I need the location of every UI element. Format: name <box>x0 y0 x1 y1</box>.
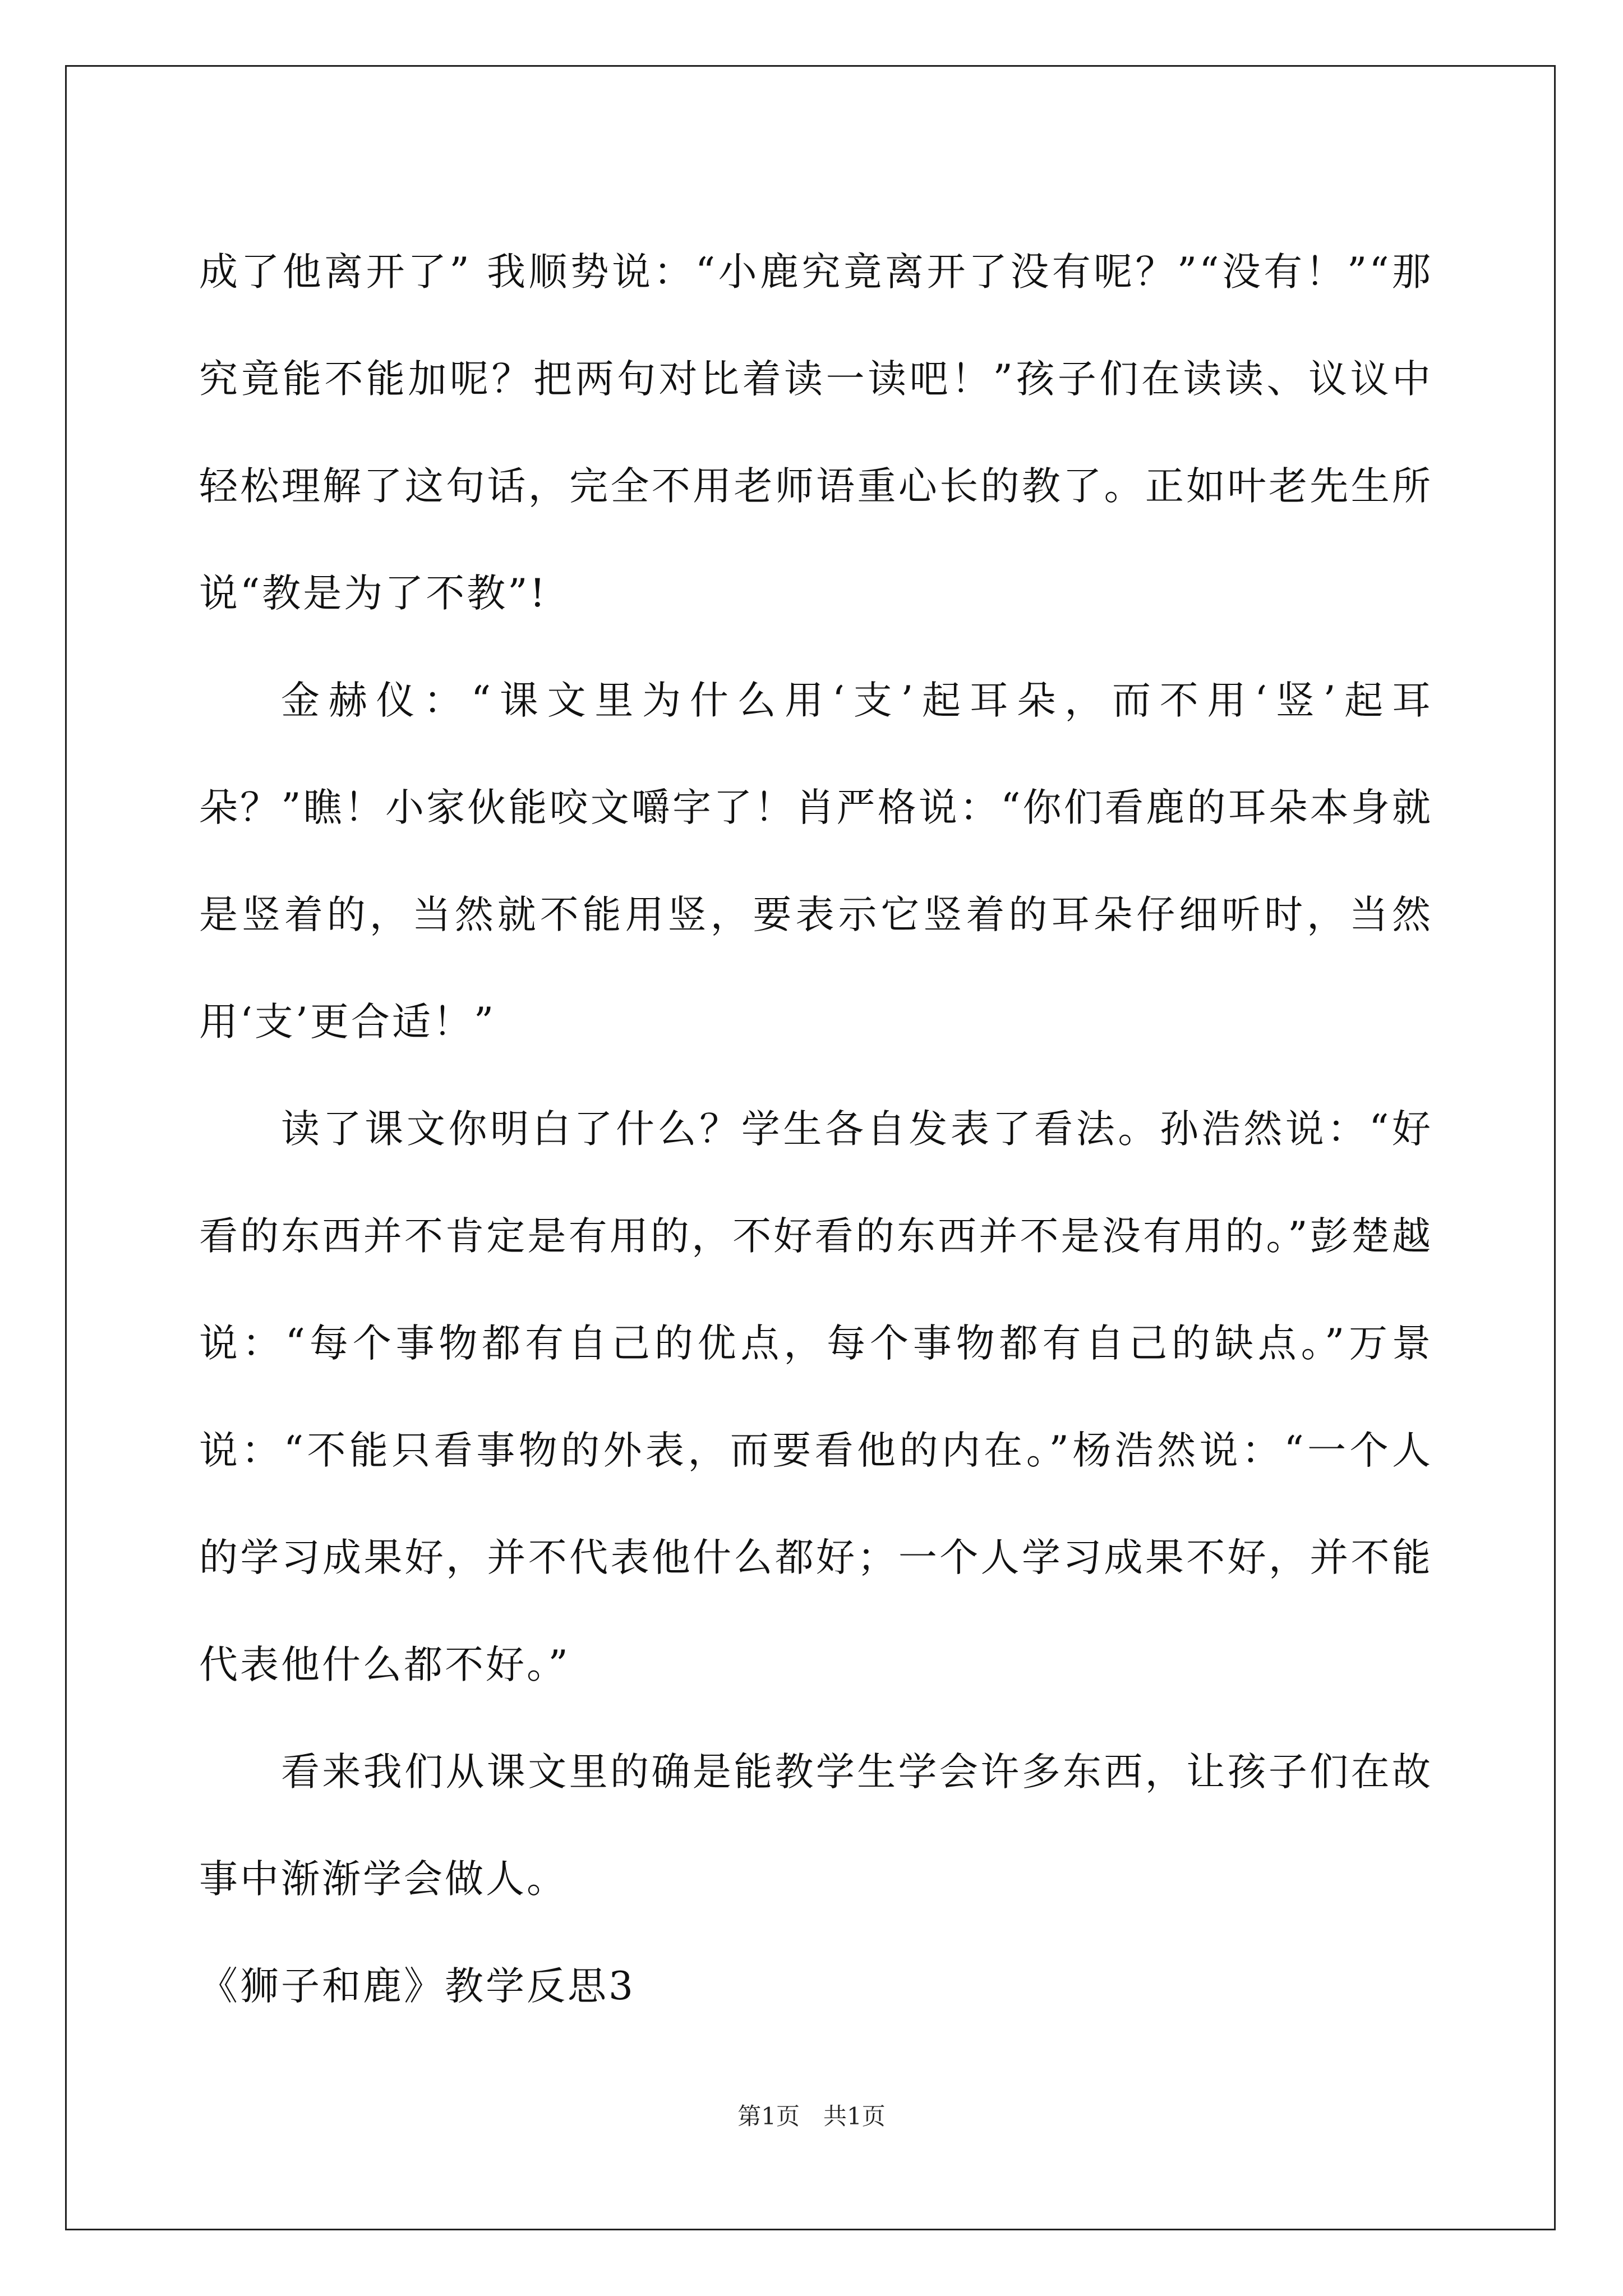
paragraph-4: 看来我们从课文里的确是能教学生学会许多东西，让孩子们在故事中渐渐学会做人。 <box>199 1750 1433 1902</box>
paragraph-2: 金赫仪：“课文里为什么用‘支’起耳朵，而不用‘竖’起耳朵？”瞧！小家伙能咬文嚼字了！肖严格说：“你们看鹿的耳朵本身就是竖着的，当然就不能用竖，要表示它竖着的耳朵仔细听时，当然用‘支’更合适！” <box>199 678 1433 1045</box>
document-body <box>199 219 1433 2040</box>
page-number-footer: 第1页 共1页 <box>737 2102 886 2130</box>
paragraph-3: 读了课文你明白了什么？学生各自发表了看法。孙浩然说：“好看的东西并不肯定是有用的，不好看的东西并不是没有用的。”彭楚越说：“每个事物都有自己的优点，每个事物都有自己的缺点。”万景说：“不能只看事物的外表，而要看他的内在。”杨浩然说：“一个人的学习成果好，并不代表他什么都好；一个人学习成果不好，并不能代表他什么都不好。” <box>199 1107 1433 1687</box>
paragraph-1: 成了他离开了” 我顺势说：“小鹿究竟离开了没有呢？”“没有！”“那究竟能不能加呢？把两句对比着读一读吧！”孩子们在读读、议议中轻松理解了这句话，完全不用老师语重心长的教了。正如叶老先生所说“教是为了不教”! <box>199 250 1433 616</box>
section-heading: 《狮子和鹿》教学反思3 <box>199 1964 635 2009</box>
